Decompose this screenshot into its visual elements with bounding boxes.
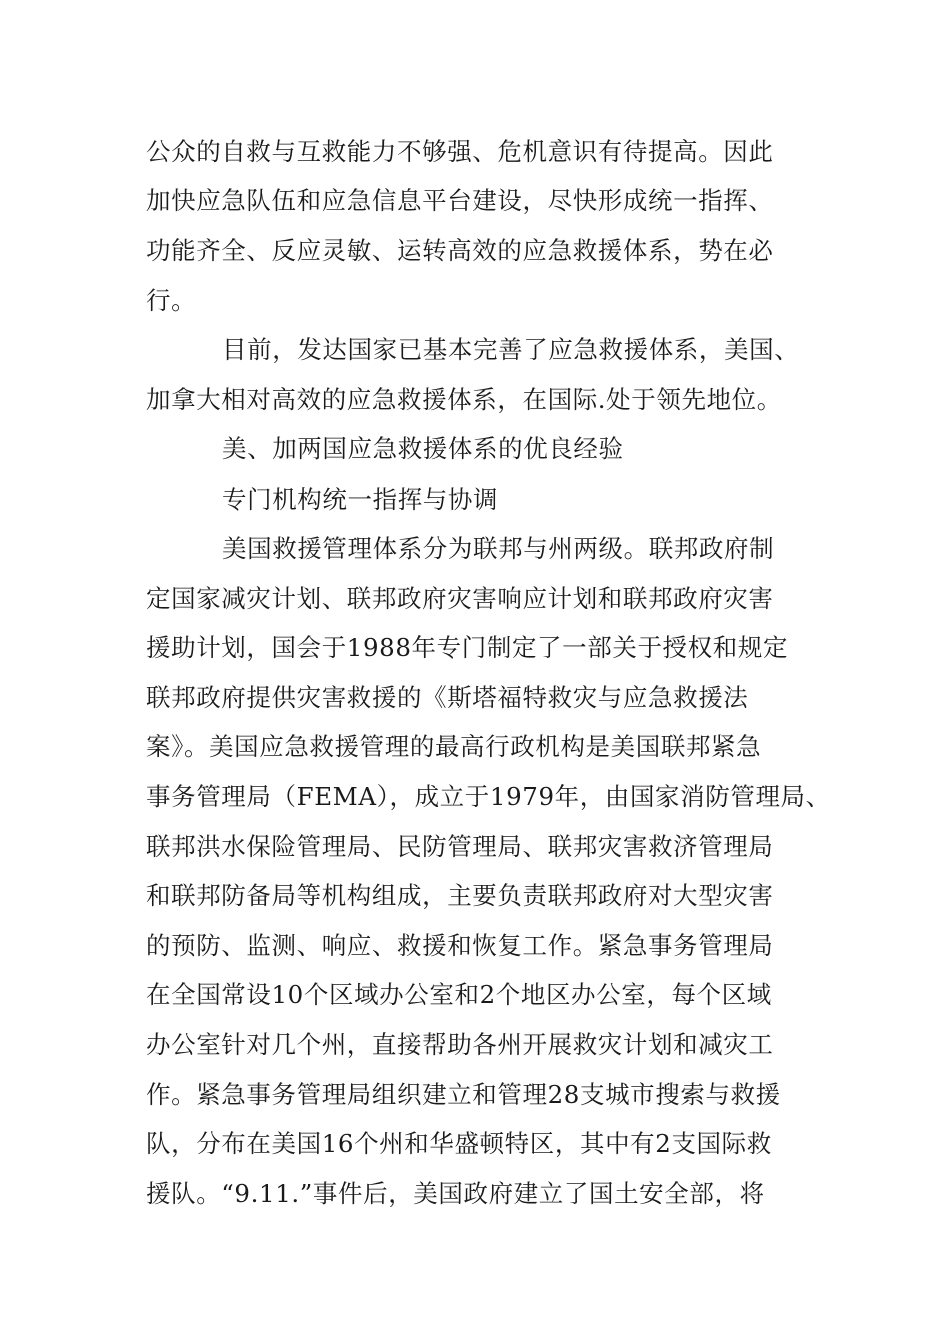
text-line: 联邦政府提供灾害救援的《斯塔福特救灾与应急救援法 xyxy=(146,683,749,712)
text-line: 功能齐全、反应灵敏、运转高效的应急救援体系，势在必 xyxy=(146,236,774,265)
text-line: 加快应急队伍和应急信息平台建设，尽快形成统一指挥、 xyxy=(146,186,774,215)
text-line: 援助计划，国会于1988年专门制定了一部关于授权和规定 xyxy=(146,633,789,662)
text-line: 事务管理局（FEMA），成立于1979年，由国家消防管理局、 xyxy=(146,782,831,811)
text-line: 和联邦防备局等机构组成，主要负责联邦政府对大型灾害 xyxy=(146,881,774,910)
section-heading: 美、加两国应急救援体系的优良经验 xyxy=(222,434,624,463)
text-line: 公众的自救与互救能力不够强、危机意识有待提高。因此 xyxy=(146,137,774,166)
text-line: 加拿大相对高效的应急救援体系，在国际.处于领先地位。 xyxy=(146,385,782,414)
subsection-heading: 专门机构统一指挥与协调 xyxy=(222,485,499,514)
text-line: 在全国常设10个区域办公室和2个地区办公室，每个区域 xyxy=(146,980,772,1009)
text-line: 的预防、监测、响应、救援和恢复工作。紧急事务管理局 xyxy=(146,931,774,960)
text-line: 队，分布在美国16个州和华盛顿特区，其中有2支国际救 xyxy=(146,1129,772,1158)
text-line: 联邦洪水保险管理局、民防管理局、联邦灾害救济管理局 xyxy=(146,832,774,861)
text-line: 目前，发达国家已基本完善了应急救援体系，美国、 xyxy=(222,335,800,364)
text-line: 行。 xyxy=(146,286,197,315)
text-line: 案》。美国应急救援管理的最高行政机构是美国联邦紧急 xyxy=(146,732,762,761)
text-line: 美国救援管理体系分为联邦与州两级。联邦政府制 xyxy=(222,534,775,563)
text-line: 援队。“9.11.”事件后，美国政府建立了国土安全部，将 xyxy=(146,1179,765,1208)
text-line: 定国家减灾计划、联邦政府灾害响应计划和联邦政府灾害 xyxy=(146,584,774,613)
text-line: 办公室针对几个州，直接帮助各州开展救灾计划和减灾工 xyxy=(146,1030,774,1059)
text-line: 作。紧急事务管理局组织建立和管理28支城市搜索与救援 xyxy=(146,1080,781,1109)
